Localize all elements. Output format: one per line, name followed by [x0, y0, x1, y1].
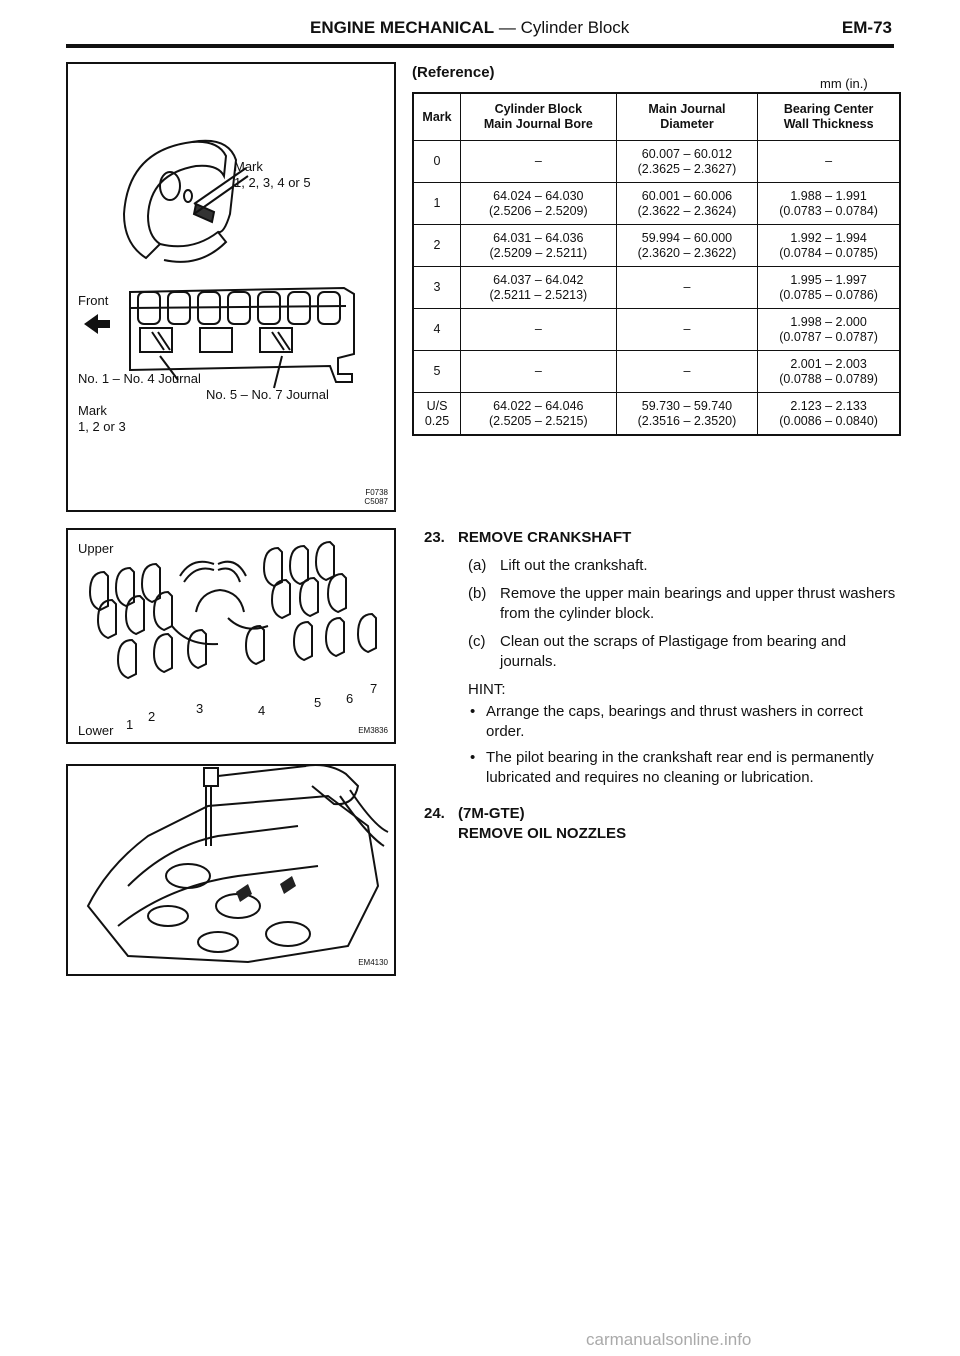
figure-code: EM4130 [358, 958, 388, 967]
cell-bore [461, 309, 617, 351]
cell-mark-line: 0 [433, 154, 441, 168]
bearing-number-6: 6 [346, 691, 354, 706]
cell-thickness-line: (0.0783 – 0.0784) [779, 203, 878, 218]
step-23a-text: Lift out the crankshaft. [500, 557, 648, 574]
cell-diameter [616, 393, 758, 436]
table-row [413, 393, 900, 436]
col-main-journal-diameter-line2: Diameter [660, 117, 714, 131]
cell-thickness-line: 1.995 – 1.997 [790, 272, 867, 287]
section-title-rest: — Cylinder Block [494, 18, 630, 37]
col-cylinder-block-bore-line1: Cylinder Block [494, 102, 583, 116]
cell-diameter-line: 60.007 – 60.012 [641, 146, 733, 161]
cell-mark [413, 351, 461, 393]
cell-thickness [758, 183, 900, 225]
cell-diameter-line: – [683, 364, 691, 378]
step-23-heading [424, 528, 904, 548]
cell-bore [461, 267, 617, 309]
cell-mark [413, 309, 461, 351]
cell-bore [461, 141, 617, 183]
cell-thickness-line: 1.992 – 1.994 [790, 230, 867, 245]
step-23-title: REMOVE CRANKSHAFT [458, 529, 632, 546]
cell-mark-line: 1 [433, 196, 441, 210]
cell-bore [461, 183, 617, 225]
cell-mark-line: 3 [433, 280, 441, 294]
step-23c-letter: (c) [468, 633, 486, 650]
step-23b-letter: (b) [468, 585, 487, 602]
figure-code-1: F0738 [365, 488, 388, 497]
cell-diameter [616, 309, 758, 351]
col-main-journal-diameter-line1: Main Journal [648, 102, 726, 116]
step-23b [424, 584, 904, 624]
cell-bore-line: 64.037 – 64.042 [493, 272, 584, 287]
section-title-bold: ENGINE MECHANICAL [310, 18, 495, 37]
cell-mark-line: U/S [426, 398, 448, 413]
journal-1-4-label: No. 1 – No. 4 Journal [78, 371, 201, 386]
bearing-number-5: 5 [314, 695, 322, 710]
table-row [413, 351, 900, 393]
step-23c [424, 632, 904, 672]
bullet-dot: • [470, 703, 476, 720]
cell-mark-line: 5 [433, 364, 441, 378]
cell-bore [461, 393, 617, 436]
reference-label: (Reference) [412, 64, 495, 81]
cell-thickness [758, 351, 900, 393]
cell-bore-line: (2.5205 – 2.5215) [488, 413, 588, 428]
oil-nozzle-illustration [68, 766, 394, 974]
cell-thickness-line: (0.0787 – 0.0787) [779, 329, 878, 344]
cell-diameter-line: – [683, 280, 691, 294]
cell-bore-line: (2.5206 – 2.5209) [488, 203, 588, 218]
cell-diameter [616, 351, 758, 393]
figure-bearing-marks [66, 62, 396, 512]
cell-thickness-line: 2.001 – 2.003 [790, 356, 867, 371]
cell-bore-line: 64.031 – 64.036 [493, 230, 584, 245]
bearing-number-4: 4 [258, 703, 266, 718]
cell-thickness [758, 309, 900, 351]
figure-code: EM3836 [358, 726, 388, 735]
step-24-number: 24. [424, 805, 445, 822]
col-cylinder-block-bore [461, 93, 617, 141]
hint-bullet-1 [424, 702, 904, 742]
bearing-number-7: 7 [370, 681, 378, 696]
step-23c-text: Clean out the scraps of Plastigage from bearing and journals. [500, 633, 847, 670]
step-23a [424, 556, 904, 576]
cell-diameter-line: 59.994 – 60.000 [641, 230, 733, 245]
watermark: carmanualsonline.info [586, 1330, 752, 1349]
table-row [413, 183, 900, 225]
cell-thickness-line: – [825, 154, 833, 168]
col-bearing-wall-thickness-line2: Wall Thickness [783, 117, 874, 131]
section-title [310, 18, 629, 38]
cell-diameter-line: (2.3625 – 2.3627) [637, 161, 737, 176]
figure-code-2: C5087 [364, 497, 388, 506]
figure-code [364, 488, 388, 506]
cell-thickness [758, 141, 900, 183]
page-number: EM-73 [841, 18, 892, 37]
cell-thickness-line: (0.0784 – 0.0785) [779, 245, 878, 260]
table-row [413, 141, 900, 183]
cell-thickness-line: 1.998 – 2.000 [790, 314, 867, 329]
cell-mark-line: 4 [433, 322, 441, 336]
hint-bullet-1-text: Arrange the caps, bearings and thrust washers in correct order. [486, 703, 863, 740]
cell-thickness [758, 393, 900, 436]
cell-bore-line: – [534, 364, 542, 378]
cell-thickness [758, 267, 900, 309]
cell-thickness-line: 1.988 – 1.991 [790, 188, 867, 203]
table-header-row [413, 93, 900, 141]
bearing-number-2: 2 [148, 709, 156, 724]
table-row [413, 267, 900, 309]
cell-diameter-line: 59.730 – 59.740 [641, 398, 733, 413]
cell-thickness-line: (0.0086 – 0.0840) [779, 413, 878, 428]
step-23-number: 23. [424, 529, 445, 546]
col-bearing-wall-thickness [758, 93, 900, 141]
cell-mark [413, 225, 461, 267]
cell-bore-line: (2.5209 – 2.5211) [489, 245, 588, 260]
bullet-dot: • [470, 749, 476, 766]
bearing-block-illustration [68, 64, 394, 510]
hint-label: HINT: [468, 681, 506, 698]
col-cylinder-block-bore-line2: Main Journal Bore [483, 117, 593, 131]
cell-mark [413, 267, 461, 309]
cell-bore-line: 64.024 – 64.030 [493, 188, 584, 203]
cell-diameter [616, 141, 758, 183]
table-row [413, 309, 900, 351]
col-bearing-wall-thickness-line1: Bearing Center [783, 102, 874, 116]
cell-bore-line: 64.022 – 64.046 [493, 398, 584, 413]
col-main-journal-diameter [616, 93, 758, 141]
cell-diameter [616, 267, 758, 309]
mark-label-2: Mark [78, 403, 107, 418]
mark-label: Mark [234, 159, 263, 174]
cell-thickness-line: (0.0785 – 0.0786) [779, 287, 878, 302]
cell-bore [461, 351, 617, 393]
col-mark: Mark [413, 93, 461, 141]
cell-diameter-line: – [683, 322, 691, 336]
bearing-number-1: 1 [126, 717, 134, 732]
bearing-number-3: 3 [196, 701, 204, 716]
figure-bearing-order [66, 528, 396, 744]
procedure-steps [424, 528, 904, 844]
cell-mark-line: 0.25 [424, 413, 450, 428]
hint-bullet-2-text: The pilot bearing in the crankshaft rear end is permanently lubricated and requires no cleaning or lubrication. [486, 749, 874, 786]
table-row [413, 225, 900, 267]
cell-bore [461, 225, 617, 267]
step-24-line1: (7M-GTE) [458, 805, 525, 822]
cell-mark [413, 183, 461, 225]
cell-mark-line: 2 [433, 238, 441, 252]
lower-label: Lower [78, 723, 114, 738]
step-24-heading [424, 804, 904, 844]
cell-thickness [758, 225, 900, 267]
cell-bore-line: – [534, 154, 542, 168]
page-header [66, 18, 894, 48]
step-23a-letter: (a) [468, 557, 487, 574]
cell-diameter-line: (2.3620 – 2.3622) [637, 245, 737, 260]
cell-bore-line: – [534, 322, 542, 336]
bearing-order-illustration [68, 530, 394, 742]
cell-bore-line: (2.5211 – 2.5213) [489, 287, 588, 302]
upper-label: Upper [78, 541, 114, 556]
mark-values-2: 1, 2 or 3 [78, 419, 126, 434]
cell-diameter [616, 225, 758, 267]
cell-mark [413, 141, 461, 183]
step-23b-text: Remove the upper main bearings and upper thrust washers from the cylinder block. [500, 585, 896, 622]
reference-table [412, 92, 901, 436]
cell-diameter [616, 183, 758, 225]
table-body [413, 141, 900, 436]
cell-diameter-line: 60.001 – 60.006 [641, 188, 733, 203]
front-label: Front [78, 293, 109, 308]
mark-values: 1, 2, 3, 4 or 5 [234, 175, 311, 190]
hint-bullet-2 [424, 748, 904, 788]
cell-thickness-line: 2.123 – 2.133 [790, 398, 867, 413]
units-label: mm (in.) [820, 76, 868, 91]
journal-5-7-label: No. 5 – No. 7 Journal [206, 387, 329, 402]
cell-mark [413, 393, 461, 436]
step-24-line2: REMOVE OIL NOZZLES [458, 825, 627, 842]
figure-oil-nozzles [66, 764, 396, 976]
cell-diameter-line: (2.3516 – 2.3520) [637, 413, 737, 428]
cell-diameter-line: (2.3622 – 2.3624) [637, 203, 737, 218]
cell-thickness-line: (0.0788 – 0.0789) [779, 371, 878, 386]
